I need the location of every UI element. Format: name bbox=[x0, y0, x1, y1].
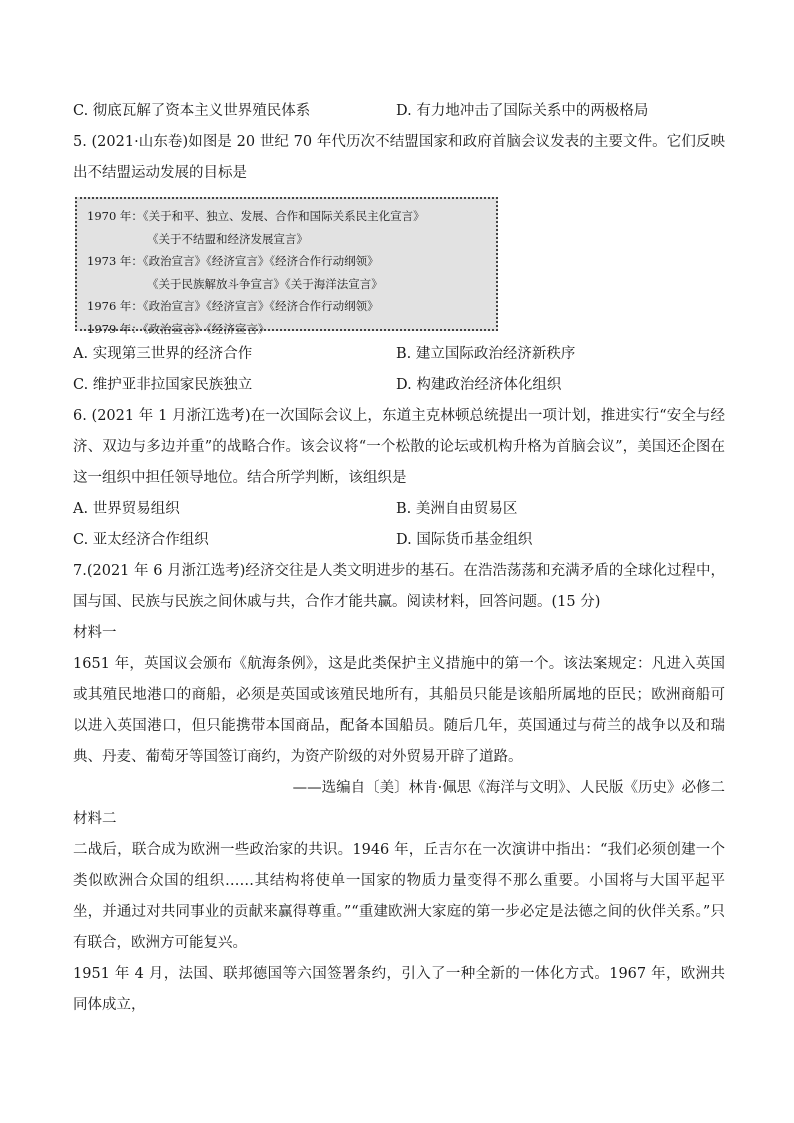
q6-stem: 6. (2021 年 1 月浙江选考)在一次国际会议上，东道主克林顿总统提出一项计划，推进实行“安全与经济、双边与多边并重”的战略合作。该会议将“一个松散的论坛或机构升格为首脑会议”，美国还企图在这一组织中担任领导地位。结合所学判断，该组织是 bbox=[73, 408, 725, 486]
box-line: 《关于民族解放斗争宣言》《关于海洋法宣言》 bbox=[147, 276, 383, 291]
q4-option-c: C. 彻底瓦解了资本主义世界殖民体系 bbox=[73, 103, 311, 119]
q6-option-d: D. 国际货币基金组织 bbox=[396, 532, 533, 548]
q7-stem: 7.(2021 年 6 月浙江选考)经济交往是人类文明进步的基石。在浩浩荡荡和充满矛盾的全球化过程中，国与国、民族与民族之间休戚与共，合作才能共赢。阅读材料，回答问题。(15 分) bbox=[73, 563, 725, 610]
q5-option-d: D. 构建政治经济体化组织 bbox=[396, 377, 562, 393]
material-1-text: 1651 年，英国议会颁布《航海条例》，这是此类保护主义措施中的第一个。该法案规定：凡进入英国或其殖民地港口的商船，必须是英国或该殖民地所有，其船员只能是该船所属地的臣民；欧洲商船可以进入英国港口，但只能携带本国商品，配备本国船员。随后几年，英国通过与荷兰的战争以及和瑞典、丹麦、葡萄牙等国签订商约，为资产阶级的对外贸易开辟了道路。 bbox=[73, 656, 725, 765]
q6-option-b: B. 美洲自由贸易区 bbox=[396, 501, 518, 517]
q6-options-row-1 bbox=[73, 494, 725, 525]
q6-option-a: A. 世界贸易组织 bbox=[73, 501, 180, 517]
material-2-text: 二战后，联合成为欧洲一些政治家的共识。1946 年，丘吉尔在一次演讲中指出：“我们必须创建一个类似欧洲合众国的组织……其结构将使单一国家的物质力量变得不那么重要。小国将与大国平起平坐，并通过对共同事业的贡献来赢得尊重。”“重建欧洲大家庭的第一步必定是法德之间的伙伴关系。”只有联合，欧洲方可能复兴。 bbox=[73, 842, 725, 951]
q5-options-row-2 bbox=[73, 370, 725, 401]
box-line: 1979 年：《政治宣言》《经济宣言》 bbox=[87, 321, 270, 336]
q5-option-c: C. 维护亚非拉国家民族独立 bbox=[73, 377, 253, 393]
material-1-label: 材料一 bbox=[73, 625, 117, 641]
material-2-label: 材料二 bbox=[73, 811, 117, 827]
q5-stem: 5. (2021·山东卷)如图是 20 世纪 70 年代历次不结盟国家和政府首脑会议发表的主要文件。它们反映出不结盟运动发展的目标是 bbox=[73, 134, 725, 181]
exam-page bbox=[73, 96, 725, 1021]
q5-option-b: B. 建立国际政治经济新秩序 bbox=[396, 346, 576, 362]
box-line: 1970 年：《关于和平、独立、发展、合作和国际关系民主化宣言》 bbox=[87, 209, 425, 223]
q4-options bbox=[73, 96, 725, 127]
material-2-text-continued: 1951 年 4 月，法国、联邦德国等六国签署条约，引入了一种全新的一体化方式。1967 年，欧洲共同体成立， bbox=[73, 966, 725, 1013]
box-line: 1976 年：《政治宣言》《经济宣言》《经济合作行动纲领》 bbox=[87, 299, 379, 313]
box-line: 1973 年：《政治宣言》《经济宣言》《经济合作行动纲领》 bbox=[87, 254, 379, 268]
q5-option-a: A. 实现第三世界的经济合作 bbox=[73, 346, 253, 362]
q4-option-d: D. 有力地冲击了国际关系中的两极格局 bbox=[396, 103, 649, 119]
q6-option-c: C. 亚太经济合作组织 bbox=[73, 532, 209, 548]
box-line: 《关于不结盟和经济发展宣言》 bbox=[147, 231, 308, 246]
q6-options-row-2 bbox=[73, 525, 725, 556]
material-1-source: ——选编自〔美〕林肯·佩思《海洋与文明》、人民版《历史》必修二 bbox=[292, 780, 725, 796]
q5-document-box bbox=[75, 197, 498, 336]
q5-options-row-1 bbox=[73, 339, 725, 370]
